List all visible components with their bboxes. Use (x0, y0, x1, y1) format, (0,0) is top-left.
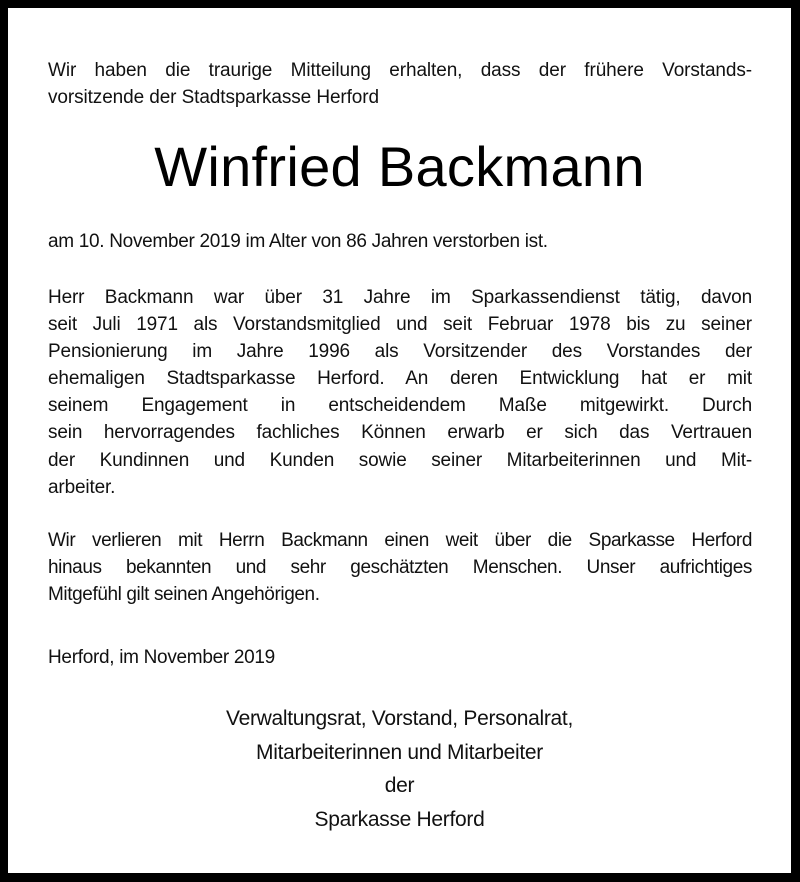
signoff-line: Sparkasse Herford (314, 807, 485, 831)
signoff-line: der (384, 774, 415, 797)
paragraph-line: arbeiter. (48, 476, 116, 498)
career-paragraph (48, 284, 752, 501)
signoff-block (8, 702, 791, 836)
signoff-line: Mitarbeiterinnen und Mitarbeiter (256, 740, 543, 764)
death-date-line: am 10. November 2019 im Alter von 86 Jahren verstorben ist. (48, 231, 548, 252)
paragraph-line: Pensionierung im Jahre 1996 als Vorsitzender des Vorstandes der (48, 341, 752, 363)
intro-line: Wir haben die traurige Mitteilung erhalten, dass der frühere Vorstands- (48, 60, 752, 81)
intro-text (48, 57, 752, 111)
paragraph-line: Wir verlieren mit Herrn Backmann einen weit über die Sparkasse Herford (48, 530, 752, 551)
paragraph-line: ehemaligen Stadtsparkasse Herford. An deren Entwicklung hat er mit (48, 368, 752, 390)
intro-line: vorsitzende der Stadtsparkasse Herford (48, 87, 379, 108)
paragraph-line: Herr Backmann war über 31 Jahre im Sparkassendienst tätig, davon (48, 287, 752, 308)
paragraph-line: hinaus bekannten und sehr geschätzten Menschen. Unser aufrichtiges (48, 557, 752, 579)
paragraph-line: seinem Engagement in entscheidendem Maße mitgewirkt. Durch (48, 395, 752, 417)
obituary-notice (8, 8, 791, 873)
paragraph-line: der Kundinnen und Kunden sowie seiner Mitarbeiterinnen und Mit- (48, 449, 752, 471)
deceased-name: Winfried Backmann (154, 135, 645, 198)
condolence-paragraph (48, 527, 752, 608)
paragraph-line: seit Juli 1971 als Vorstandsmitglied und seit Februar 1978 bis zu seiner (48, 314, 752, 336)
paragraph-line: Mitgefühl gilt seinen Angehörigen. (48, 584, 320, 606)
paragraph-line: sein hervorragendes fachliches Können erwarb er sich das Vertrauen (48, 422, 752, 444)
place-and-date: Herford, im November 2019 (48, 647, 275, 668)
signoff-line: Verwaltungsrat, Vorstand, Personalrat, (226, 707, 573, 730)
